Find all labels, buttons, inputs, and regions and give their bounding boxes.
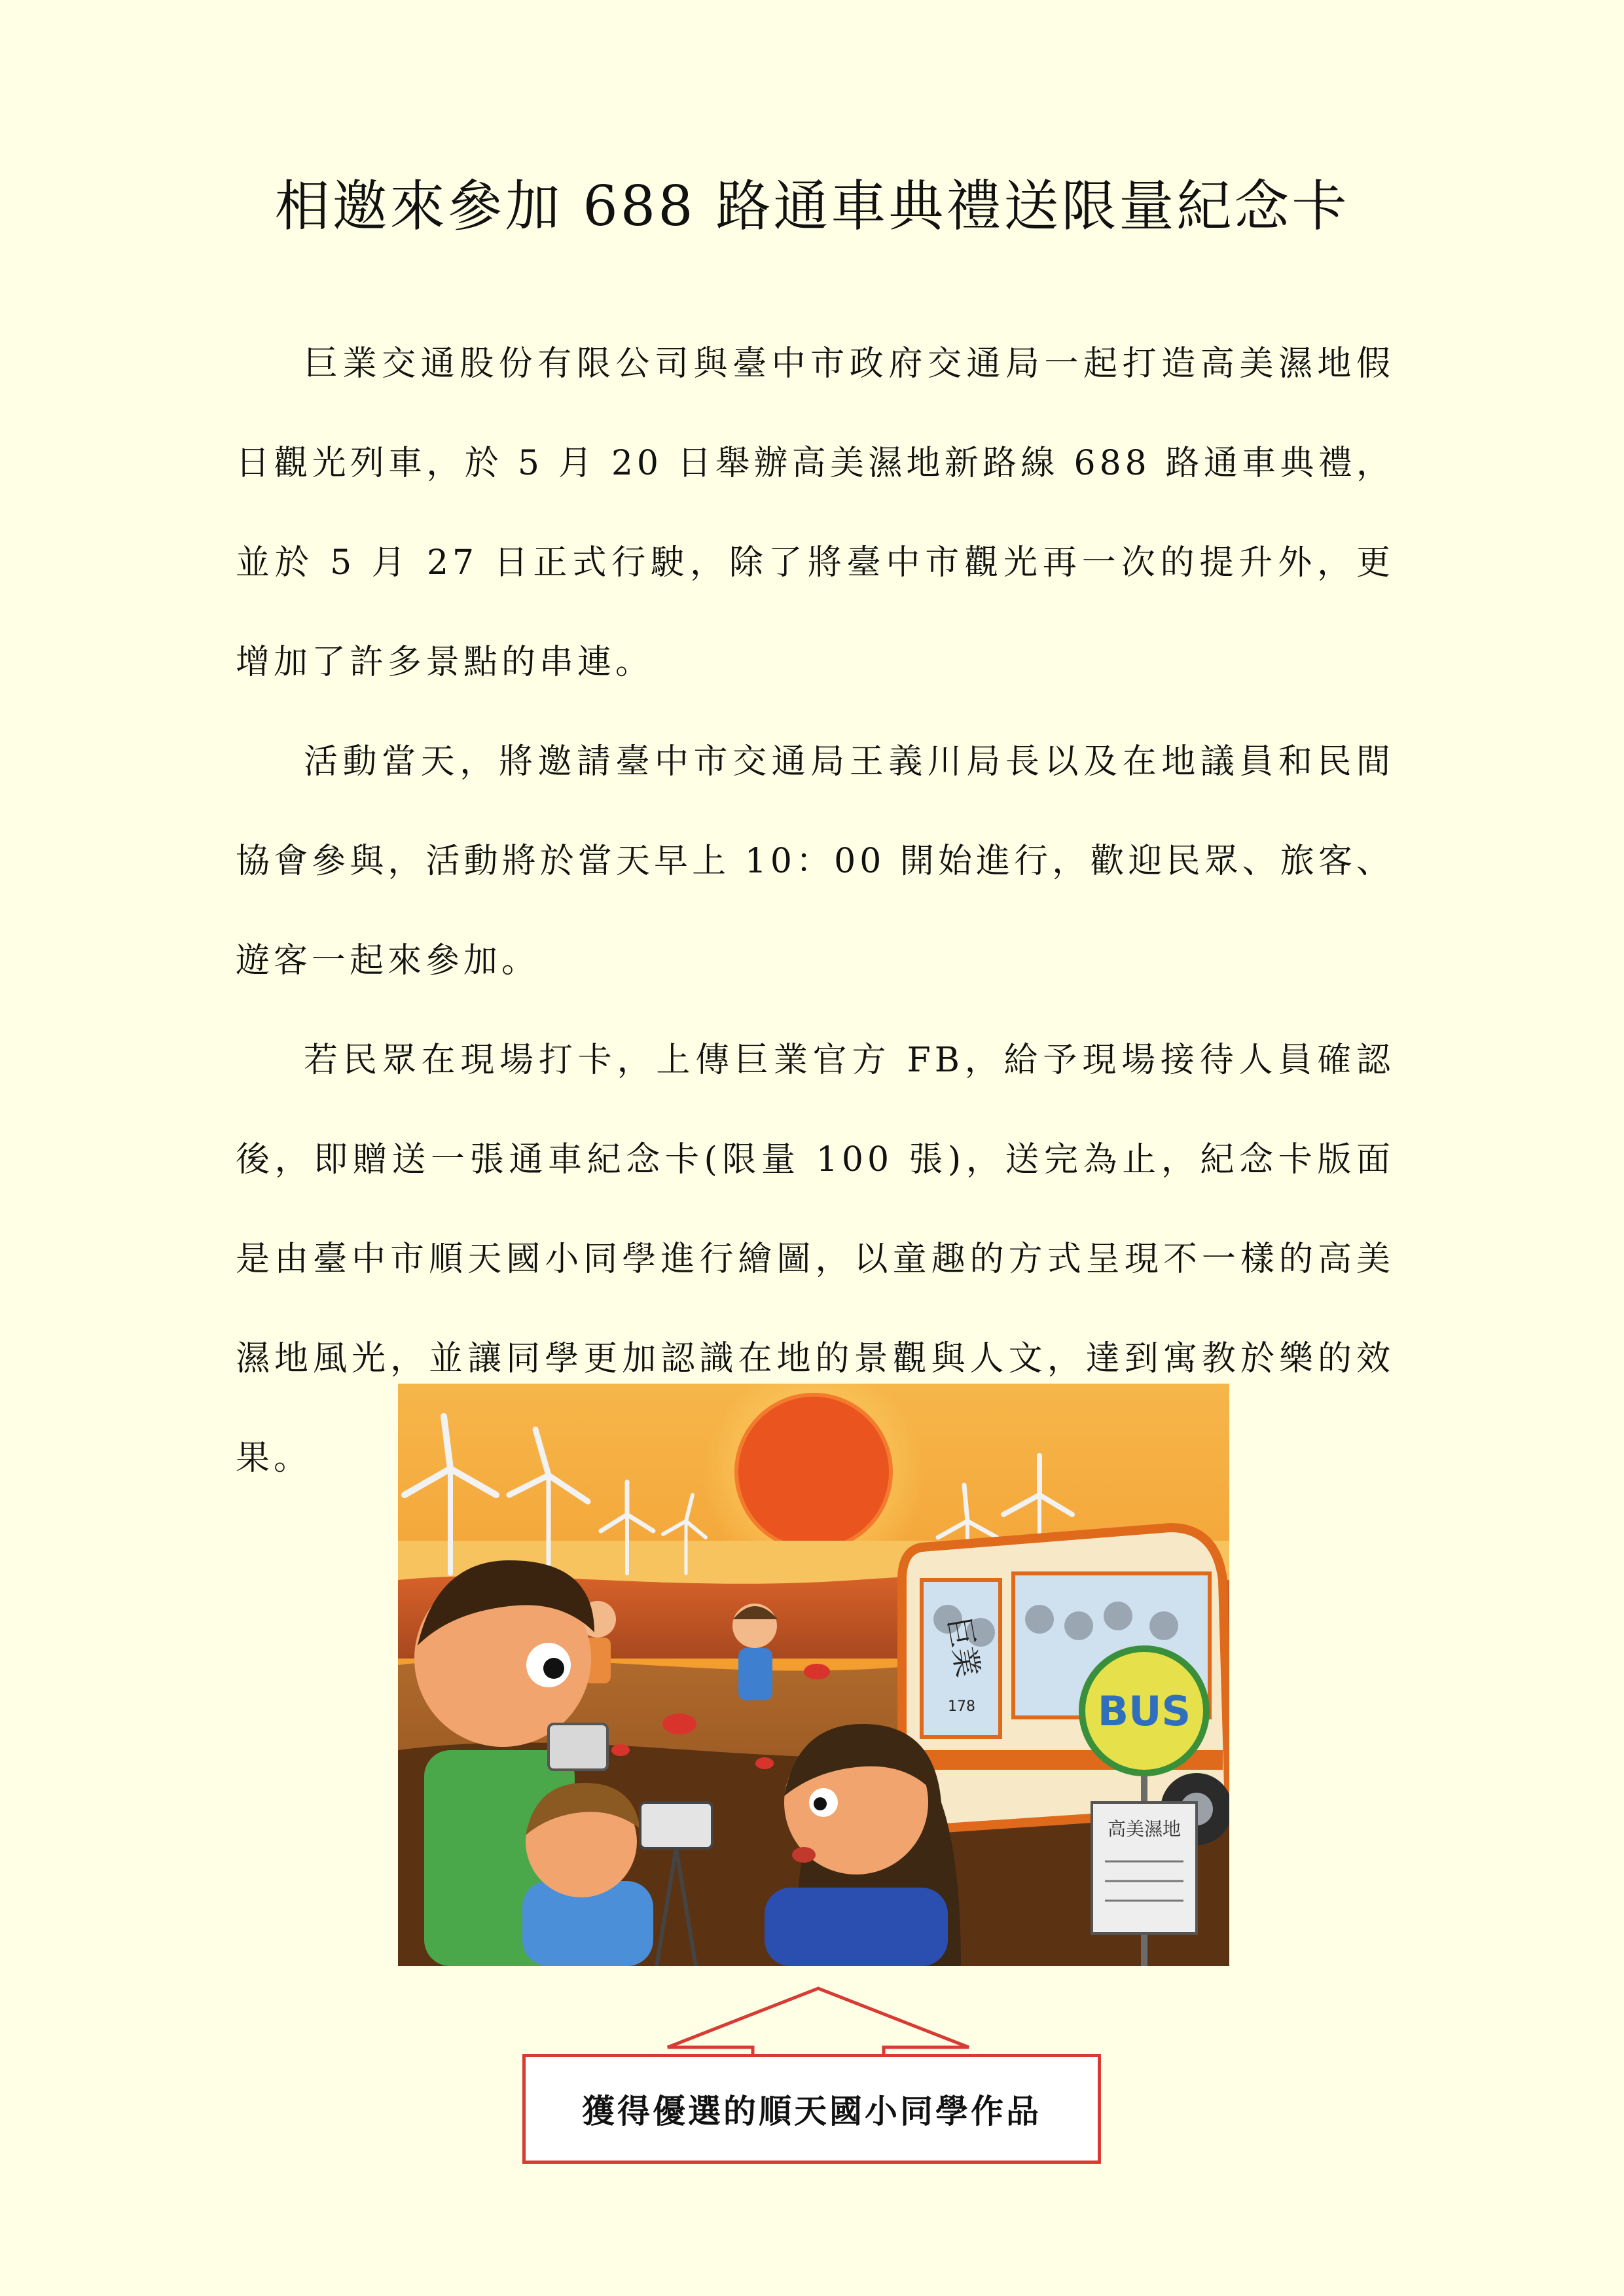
student-artwork <box>398 1384 1229 1966</box>
caption-text: 獲得優選的順天國小同學作品 <box>582 2092 1041 2130</box>
bus-number-label: 178 <box>948 1698 975 1715</box>
bus-company-label: 巨業 <box>941 1614 986 1680</box>
article-body <box>236 314 1394 1508</box>
caption-box <box>522 2054 1101 2164</box>
paragraph-1: 巨業交通股份有限公司與臺中市政府交通局一起打造高美濕地假日觀光列車，於 5 月 20 日舉辦高美濕地新路線 688 路通車典禮，並於 5 月 27 日正式行駛，除了將臺中市觀光再一次的提升外，更增加了許多景點的串連。 <box>236 344 1394 682</box>
bus-stop <box>1082 1649 1206 1966</box>
paragraph-2: 活動當天，將邀請臺中市交通局王義川局長以及在地議員和民間協會參與，活動將於當天早上 10：00 開始進行，歡迎民眾、旅客、遊客一起來參加。 <box>236 742 1394 980</box>
up-arrow <box>661 1982 975 2060</box>
stop-name-sign: 高美濕地 <box>1107 1818 1182 1840</box>
paragraph-3: 若民眾在現場打卡，上傳巨業官方 FB，給予現場接待人員確認後，即贈送一張通車紀念卡(限量 100 張)，送完為止，紀念卡版面是由臺中市順天國小同學進行繪圖，以童趣的方式呈現不一樣的高美濕地風光，並讓同學更加認識在地的景觀與人文，達到寓教於樂的效果。 <box>236 1041 1394 1478</box>
bus-stop-sign-text: BUS <box>1097 1687 1191 1735</box>
page-title: 相邀來參加 688 路通車典禮送限量紀念卡 <box>274 174 1350 238</box>
